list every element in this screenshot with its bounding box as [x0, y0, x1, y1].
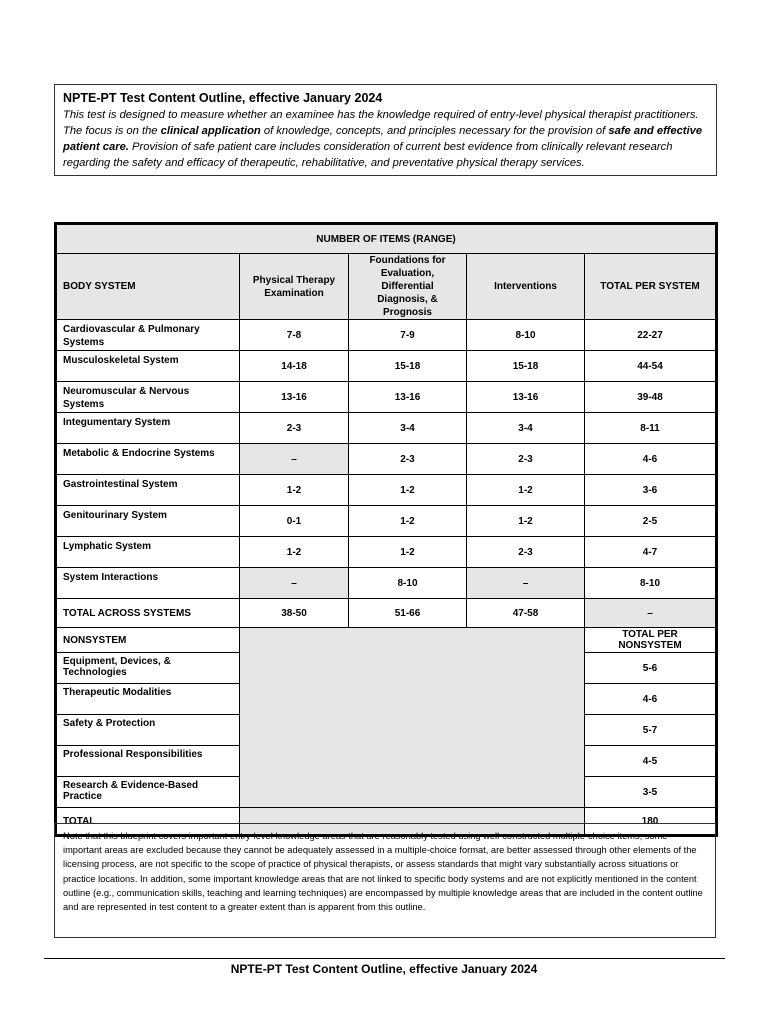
cell-total: – [585, 599, 717, 628]
nonsystem-header: NONSYSTEM [56, 628, 240, 653]
header-body-system: BODY SYSTEM [56, 254, 240, 320]
intro-bold-part: clinical application [160, 125, 261, 137]
cell-interventions: 1-2 [467, 475, 585, 506]
cell-interventions: 3-4 [467, 413, 585, 444]
table-row [56, 413, 717, 444]
table-row [56, 475, 717, 506]
content-outline-table [54, 222, 718, 837]
cell-total: 4-7 [585, 537, 717, 568]
cell-interventions: – [467, 568, 585, 599]
row-name: Musculoskeletal System [56, 351, 240, 382]
cell-total: 4-6 [585, 444, 717, 475]
cell-total: 22-27 [585, 320, 717, 351]
cell-interventions: 2-3 [467, 444, 585, 475]
intro-box [54, 84, 717, 176]
nonsystem-header-row [56, 628, 717, 653]
cell-interventions: 8-10 [467, 320, 585, 351]
intro-text-part: of knowledge, concepts, and principles necessary for the provision of [260, 125, 609, 137]
cell-exam: – [240, 444, 349, 475]
cell-interventions: 1-2 [467, 506, 585, 537]
intro-text-part: This test is designed to measure whether an examinee has the knowledge required of entry-level physical therapist practitioners. The focus is on the [63, 109, 699, 137]
cell-interventions: 2-3 [467, 537, 585, 568]
cell-exam: – [240, 568, 349, 599]
cell-interventions: 15-18 [467, 351, 585, 382]
cell-total: 3-6 [585, 475, 717, 506]
cell-foundations: 8-10 [349, 568, 467, 599]
table-row [56, 568, 717, 599]
cell-exam: 14-18 [240, 351, 349, 382]
page-footer: NPTE-PT Test Content Outline, effective January 2024 [230, 962, 538, 976]
row-name: Cardiovascular & Pulmonary Systems [56, 320, 240, 351]
intro-text [63, 107, 708, 171]
header-total-per-system: TOTAL PER SYSTEM [585, 254, 717, 320]
row-name: Integumentary System [56, 413, 240, 444]
cell-total: 44-54 [585, 351, 717, 382]
row-name: Lymphatic System [56, 537, 240, 568]
intro-bold-part: safe and effective patient care. [63, 125, 703, 153]
table-row [56, 351, 717, 382]
nonsystem-grey-block [240, 628, 585, 808]
cell-foundations: 2-3 [349, 444, 467, 475]
table-title: NUMBER OF ITEMS (RANGE) [56, 224, 717, 254]
cell-foundations: 1-2 [349, 506, 467, 537]
row-name: Therapeutic Modalities [56, 684, 240, 715]
table-row [56, 444, 717, 475]
cell-total: 4-6 [585, 684, 717, 715]
row-name: Equipment, Devices, & Technologies [56, 653, 240, 684]
cell-interventions: 47-58 [467, 599, 585, 628]
table-row [56, 537, 717, 568]
cell-total: 4-5 [585, 746, 717, 777]
cell-foundations: 15-18 [349, 351, 467, 382]
intro-title: NPTE-PT Test Content Outline, effective January 2024 [63, 91, 383, 105]
cell-foundations: 1-2 [349, 475, 467, 506]
row-name: Metabolic & Endocrine Systems [56, 444, 240, 475]
cell-foundations: 7-9 [349, 320, 467, 351]
header-exam: Physical Therapy Examination [240, 254, 349, 320]
row-name: Professional Responsibilities [56, 746, 240, 777]
cell-exam: 1-2 [240, 475, 349, 506]
row-name: System Interactions [56, 568, 240, 599]
cell-foundations: 1-2 [349, 537, 467, 568]
cell-total: 180 [585, 808, 717, 836]
row-name: Research & Evidence-Based Practice [56, 777, 240, 808]
row-name: Neuromuscular & Nervous Systems [56, 382, 240, 413]
total-across-row [56, 599, 717, 628]
cell-exam: 2-3 [240, 413, 349, 444]
table-row [56, 320, 717, 351]
row-name: Safety & Protection [56, 715, 240, 746]
footer-divider [44, 958, 725, 959]
row-name: TOTAL [56, 808, 240, 836]
table-row [56, 506, 717, 537]
cell-exam: 7-8 [240, 320, 349, 351]
cell-total: 2-5 [585, 506, 717, 537]
cell-foundations: 13-16 [349, 382, 467, 413]
cell-foundations: 3-4 [349, 413, 467, 444]
cell-exam: 1-2 [240, 537, 349, 568]
cell-total: 8-10 [585, 568, 717, 599]
intro-text-part: Provision of safe patient care includes consideration of current best evidence from clinically relevant research regarding the safety and efficacy of therapeutic, rehabilitative, and preventative physical therapy services. [63, 141, 673, 169]
cell-exam: 38-50 [240, 599, 349, 628]
row-name: TOTAL ACROSS SYSTEMS [56, 599, 240, 628]
table-row [56, 382, 717, 413]
cell-total: 5-6 [585, 653, 717, 684]
cell-total: 5-7 [585, 715, 717, 746]
header-foundations: Foundations for Evaluation, Differential Diagnosis, & Prognosis [349, 254, 467, 320]
cell-foundations: 51-66 [349, 599, 467, 628]
cell-total: 39-48 [585, 382, 717, 413]
row-name: Genitourinary System [56, 506, 240, 537]
cell-total: 3-5 [585, 777, 717, 808]
nonsystem-total-header: TOTAL PER NONSYSTEM [585, 628, 717, 653]
cell-total: 8-11 [585, 413, 717, 444]
cell-interventions: 13-16 [467, 382, 585, 413]
note-box: Note that this blueprint covers important entry-level knowledge areas that are reasonably tested using well-constructed multiple-choice items; some important areas are excluded because they cannot be adequately assessed in a multiple-choice format, are better assessed through other elements of the licensing process, are not specific to the scope of practice of physical therapists, or assess standards that might vary substantially across situations or practice locations. In addition, some important knowledge areas that are not linked to specific body systems and are not explicitly mentioned in the content outline (e.g., communication skills, teaching and learning techniques) are encompassed by multiple knowledge areas that are included in the content outline and are represented in test content to a greater extent than is apparent from this outline. [54, 823, 716, 938]
cell-exam: 0-1 [240, 506, 349, 537]
row-name: Gastrointestinal System [56, 475, 240, 506]
cell-exam: 13-16 [240, 382, 349, 413]
header-interventions: Interventions [467, 254, 585, 320]
